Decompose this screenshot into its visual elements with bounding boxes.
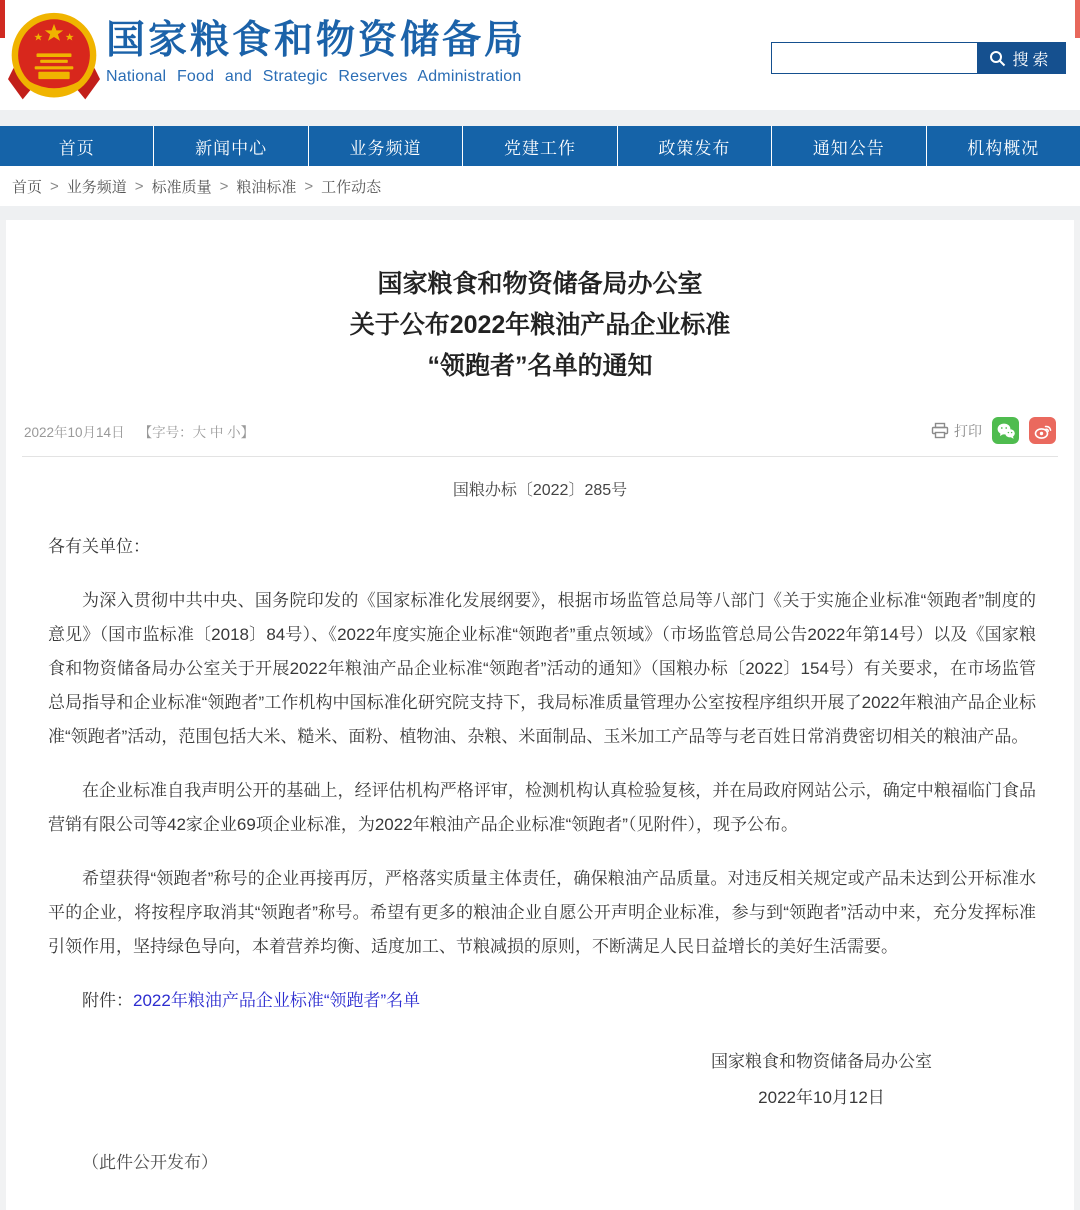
paragraph-1: 为深入贯彻中共中央、国务院印发的《国家标准化发展纲要》，根据市场监管总局等八部门《关于实施企业标准“领跑者”制度的意见》（国市监标准〔2018〕84号）、《2022年度实施企业标准“领跑者”重点领域》（市场监管总局公告2022年第14号）以及《国家粮食和物资储备局办公室关于开展2022年粮油产品企业标准“领跑者”活动的通知》（国粮办标〔2022〕154号）有关要求，在市场监管总局指导和企业标准“领跑者”工作机构中国标准化研究院支持下，我局标准质量管理办公室按程序组织开展了2022年粮油产品企业标准“领跑者”活动，范围包括大米、糙米、面粉、植物油、杂粮、米面制品、玉米加工产品等与老百姓日常消费密切相关的粮油产品。 [48, 591, 1036, 746]
breadcrumb-grain-oil[interactable]: 粮油标准 [236, 178, 297, 196]
nav-item-party[interactable]: 党建工作 [463, 126, 617, 166]
article-meta-row [24, 417, 1056, 444]
paragraph-2: 在企业标准自我声明公开的基础上，经评估机构严格评审，检测机构认真检验复核，并在局政府网站公示，确定中粮福临门食品营销有限公司等42家企业69项企业标准，为2022年粮油产品企业标准“领跑者”（见附件），现予公布。 [48, 781, 1036, 834]
search-icon [989, 50, 1006, 67]
print-label: 打印 [954, 422, 982, 439]
signature-date: 2022年10月12日 [758, 1088, 885, 1107]
print-button[interactable] [931, 421, 982, 441]
breadcrumb-standards[interactable]: 标准质量 [151, 178, 212, 196]
attachment-line [48, 984, 1036, 1018]
header-divider-band [0, 110, 1080, 126]
nav-item-business[interactable]: 业务频道 [309, 126, 463, 166]
meta-divider-line [22, 456, 1058, 457]
breadcrumb-separator: > [304, 177, 314, 195]
breadcrumb-home[interactable]: 首页 [12, 178, 43, 196]
search-button-label: 搜索 [1012, 51, 1053, 69]
breadcrumb-separator: > [50, 177, 59, 195]
site-header [0, 0, 1080, 110]
site-title-cn: 国家粮食和物资储备局 [106, 19, 527, 62]
nav-item-home[interactable]: 首页 [0, 126, 154, 166]
wechat-icon [996, 422, 1016, 440]
paragraph-3: 希望获得“领跑者”称号的企业再接再厉，严格落实质量主体责任，确保粮油产品质量。对违反相关规定或产品未达到公开标准水平的企业，将按程序取消其“领跑者”称号。希望有更多的粮油企业自愿公开声明企业标准，参与到“领跑者”活动中来，充分发挥标准引领作用，坚持绿色导向，本着营养均衡、适度加工、节粮减损的原则，不断满足人民日益增长的美好生活需要。 [48, 869, 1036, 956]
search-button[interactable] [977, 43, 1065, 73]
publish-date: 2022年10月14日 [24, 424, 125, 440]
font-size-selector[interactable]: 【字号：大 中 小】 [138, 424, 255, 440]
wechat-share-button[interactable] [992, 417, 1019, 444]
article-body [6, 530, 1074, 1180]
page-edge-decoration-right [1075, 0, 1080, 38]
main-nav [0, 126, 1080, 166]
article-title-line2: 关于公布2022年粮油产品企业标准 [349, 311, 731, 339]
nav-item-notices[interactable]: 通知公告 [772, 126, 926, 166]
search-input[interactable] [772, 43, 977, 73]
weibo-icon [1033, 422, 1053, 440]
attachment-label: 附件： [82, 991, 133, 1010]
site-title-en: National Food and Strategic Reserves Administration [106, 68, 522, 85]
article-title-line1: 国家粮食和物资储备局办公室 [377, 270, 703, 298]
nav-item-news[interactable]: 新闻中心 [154, 126, 308, 166]
site-search [771, 42, 1066, 74]
breadcrumb-separator: > [219, 177, 229, 195]
breadcrumb-work-news[interactable]: 工作动态 [321, 178, 382, 196]
printer-icon [931, 422, 949, 439]
document-number: 国粮办标〔2022〕285号 [452, 482, 628, 499]
breadcrumb [0, 166, 1080, 206]
attachment-link[interactable]: 2022年粮油产品企业标准“领跑者”名单 [133, 991, 421, 1010]
signature-org: 国家粮食和物资储备局办公室 [711, 1052, 932, 1071]
weibo-share-button[interactable] [1029, 417, 1056, 444]
national-emblem-logo [8, 10, 100, 104]
site-brand [106, 18, 526, 86]
article-card [6, 220, 1074, 1210]
breadcrumb-divider-band [0, 206, 1080, 220]
article-title [6, 264, 1074, 387]
salutation: 各有关单位： [48, 537, 150, 556]
signature-block [711, 1044, 932, 1116]
nav-item-policy[interactable]: 政策发布 [618, 126, 772, 166]
breadcrumb-business[interactable]: 业务频道 [66, 178, 127, 196]
nav-item-overview[interactable]: 机构概况 [967, 138, 1040, 158]
page-edge-decoration-left [0, 0, 5, 38]
breadcrumb-separator: > [134, 177, 144, 195]
article-title-line3: “领跑者”名单的通知 [427, 352, 653, 380]
public-release-note: （此件公开发布） [82, 1153, 218, 1172]
